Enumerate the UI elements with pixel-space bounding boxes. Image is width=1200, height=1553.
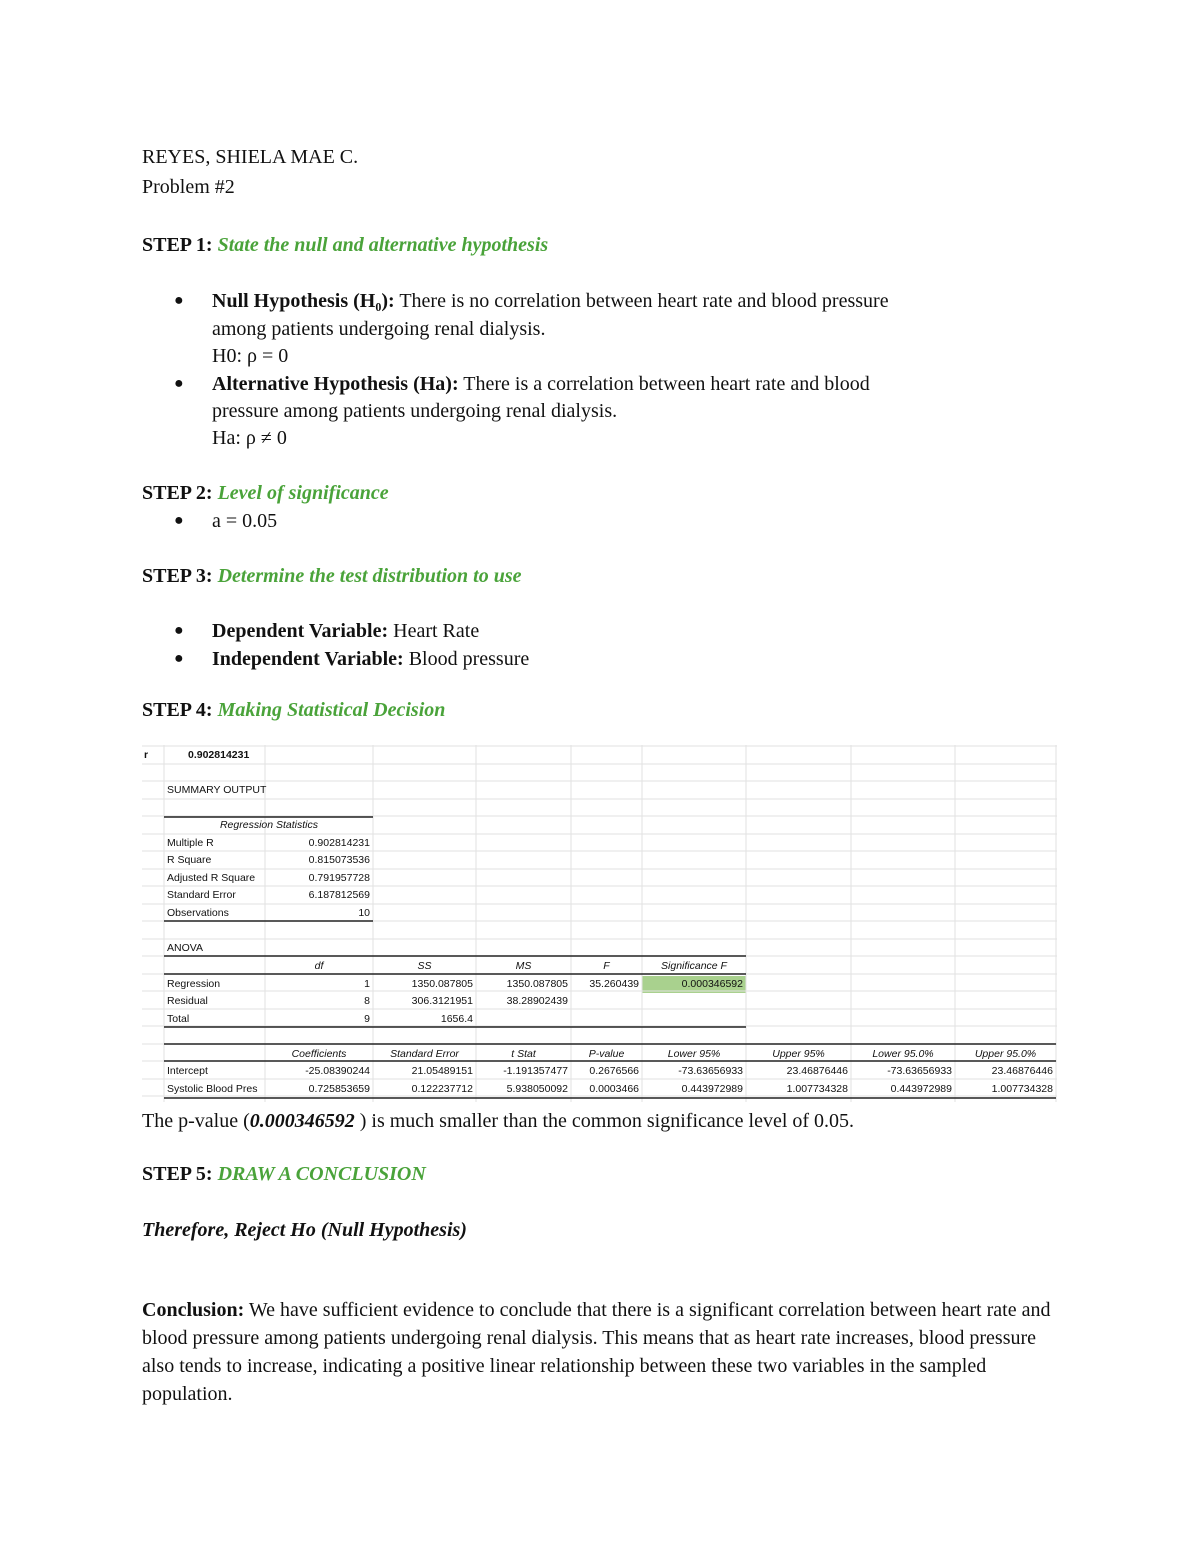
coef-value: 1.007734328 [991, 1083, 1053, 1095]
alt-formula: Ha: ρ ≠ 0 [212, 427, 287, 449]
regression-output-sheet [142, 745, 1057, 1102]
stat-label: Standard Error [167, 889, 236, 901]
anova-ss: 306.3121951 [411, 995, 473, 1007]
dependent-variable-value: Heart Rate [388, 620, 480, 642]
step5-heading [142, 1160, 426, 1188]
dependent-variable-label: Dependent Variable: [212, 620, 389, 642]
summary-output-label: SUMMARY OUTPUT [167, 784, 267, 796]
coef-row-label: Intercept [167, 1065, 208, 1077]
bullet-icon: ● [174, 375, 184, 392]
conclusion-text: We have sufficient evidence to conclude that there is a significant correlation between heart rate and blood pressure among patients undergoing renal dialysis. This means that as heart rate increases, blood pressure also tends to increase, indicating a positive linear relationship between these two variables in the sampled population. [142, 1299, 1051, 1405]
coef-header: Coefficients [291, 1048, 347, 1060]
step3-heading [142, 562, 522, 590]
problem-number: Problem #2 [142, 176, 235, 198]
alpha-value: a = 0.05 [212, 510, 278, 532]
conclusion-paragraph [142, 1296, 1057, 1408]
pvalue-value: 0.000346592 [249, 1110, 355, 1132]
coef-value: 21.05489151 [411, 1065, 473, 1077]
anova-header: SS [417, 960, 432, 972]
coef-header: Standard Error [390, 1048, 459, 1060]
coef-value: 23.46876446 [991, 1065, 1053, 1077]
anova-header: F [603, 960, 610, 972]
stat-value: 0.791957728 [308, 872, 370, 884]
step3-title: Determine the test distribution to use [217, 565, 522, 587]
coef-header: Upper 95.0% [974, 1048, 1037, 1060]
null-formula: H0: ρ = 0 [212, 345, 289, 367]
coef-value: 1.007734328 [786, 1083, 848, 1095]
r-value: 0.902814231 [188, 749, 250, 761]
coef-header: P-value [588, 1048, 625, 1060]
null-hypothesis-cont: among patients undergoing renal dialysis. [212, 318, 546, 340]
coef-header: Lower 95% [667, 1048, 721, 1060]
anova-ms: 38.28902439 [506, 995, 568, 1007]
r-label: r [144, 749, 149, 761]
coef-row-label: Systolic Blood Pres [167, 1083, 258, 1095]
anova-df: 9 [364, 1013, 370, 1025]
stat-value: 10 [358, 907, 370, 919]
coef-value: 0.2676566 [589, 1065, 639, 1077]
stat-value: 6.187812569 [308, 889, 370, 901]
stat-label: Adjusted R Square [167, 872, 256, 884]
coef-value: 0.0003466 [589, 1083, 639, 1095]
anova-ss: 1350.087805 [411, 978, 473, 990]
anova-label: ANOVA [167, 942, 203, 954]
anova-row-label: Total [167, 1013, 190, 1025]
anova-header: Significance F [661, 960, 727, 972]
coef-value: -73.63656933 [887, 1065, 952, 1077]
stat-value: 0.815073536 [308, 854, 370, 866]
step2-label: STEP 2: [142, 482, 213, 504]
bullet-icon: ● [174, 622, 184, 639]
coef-header: Lower 95.0% [872, 1048, 934, 1060]
anova-ss: 1656.4 [440, 1013, 473, 1025]
step5-label: STEP 5: [142, 1163, 213, 1185]
pvalue-statement [142, 1107, 854, 1135]
conclusion-label: Conclusion: [142, 1299, 245, 1321]
anova-header: df [314, 960, 324, 972]
stat-value: 0.902814231 [308, 837, 370, 849]
student-name: REYES, SHIELA MAE C. [142, 146, 359, 168]
alt-hypothesis [212, 370, 870, 398]
step4-heading [142, 696, 445, 724]
alt-hypothesis-cont: pressure among patients undergoing renal dialysis. [212, 400, 618, 422]
stat-label: Multiple R [167, 837, 214, 849]
null-hypothesis-label: Null Hypothesis (H₀): [212, 290, 395, 312]
stat-label: R Square [167, 854, 212, 866]
anova-f: 35.260439 [589, 978, 639, 990]
anova-significance-f: 0.000346592 [681, 978, 743, 990]
step2-title: Level of significance [217, 482, 389, 504]
step4-label: STEP 4: [142, 699, 213, 721]
anova-df: 8 [364, 995, 370, 1007]
alt-hypothesis-text: There is a correlation between heart rate and blood [458, 373, 870, 395]
step1-title: State the null and alternative hypothesis [217, 234, 549, 256]
reject-statement: Therefore, Reject Ho (Null Hypothesis) [142, 1219, 467, 1241]
independent-variable-label: Independent Variable: [212, 648, 404, 670]
null-hypothesis-text: There is no correlation between heart rate and blood pressure [394, 290, 889, 312]
anova-ms: 1350.087805 [506, 978, 568, 990]
bullet-icon: ● [174, 650, 184, 667]
anova-row-label: Residual [167, 995, 208, 1007]
alt-hypothesis-label: Alternative Hypothesis (Ha): [212, 373, 459, 395]
coef-value: 0.725853659 [308, 1083, 370, 1095]
anova-df: 1 [364, 978, 370, 990]
anova-row-label: Regression [167, 978, 221, 990]
independent-variable [212, 645, 529, 673]
coef-value: -1.191357477 [503, 1065, 568, 1077]
step1-heading [142, 231, 548, 259]
bullet-icon: ● [174, 512, 184, 529]
coef-value: 5.938050092 [506, 1083, 568, 1095]
bullet-icon: ● [174, 292, 184, 309]
step1-label: STEP 1: [142, 234, 213, 256]
coef-header: t Stat [511, 1048, 536, 1060]
pvalue-text-end: ) is much smaller than the common significance level of 0.05. [354, 1110, 855, 1132]
step3-label: STEP 3: [142, 565, 213, 587]
dependent-variable [212, 617, 479, 645]
step2-heading [142, 479, 389, 507]
coef-header: Upper 95% [772, 1048, 825, 1060]
stat-label: Observations [167, 907, 229, 919]
coef-value: 0.443972989 [890, 1083, 952, 1095]
regression-statistics-header: Regression Statistics [219, 819, 319, 831]
coef-value: 23.46876446 [786, 1065, 848, 1077]
step5-title: DRAW A CONCLUSION [217, 1163, 426, 1185]
coef-value: -25.08390244 [305, 1065, 370, 1077]
anova-header: MS [515, 960, 532, 972]
null-hypothesis [212, 287, 889, 315]
coef-value: 0.443972989 [681, 1083, 743, 1095]
pvalue-text-start: The p-value ( [142, 1110, 250, 1132]
coef-value: 0.122237712 [411, 1083, 473, 1095]
independent-variable-value: Blood pressure [403, 648, 530, 670]
coef-value: -73.63656933 [678, 1065, 743, 1077]
step4-title: Making Statistical Decision [217, 699, 446, 721]
